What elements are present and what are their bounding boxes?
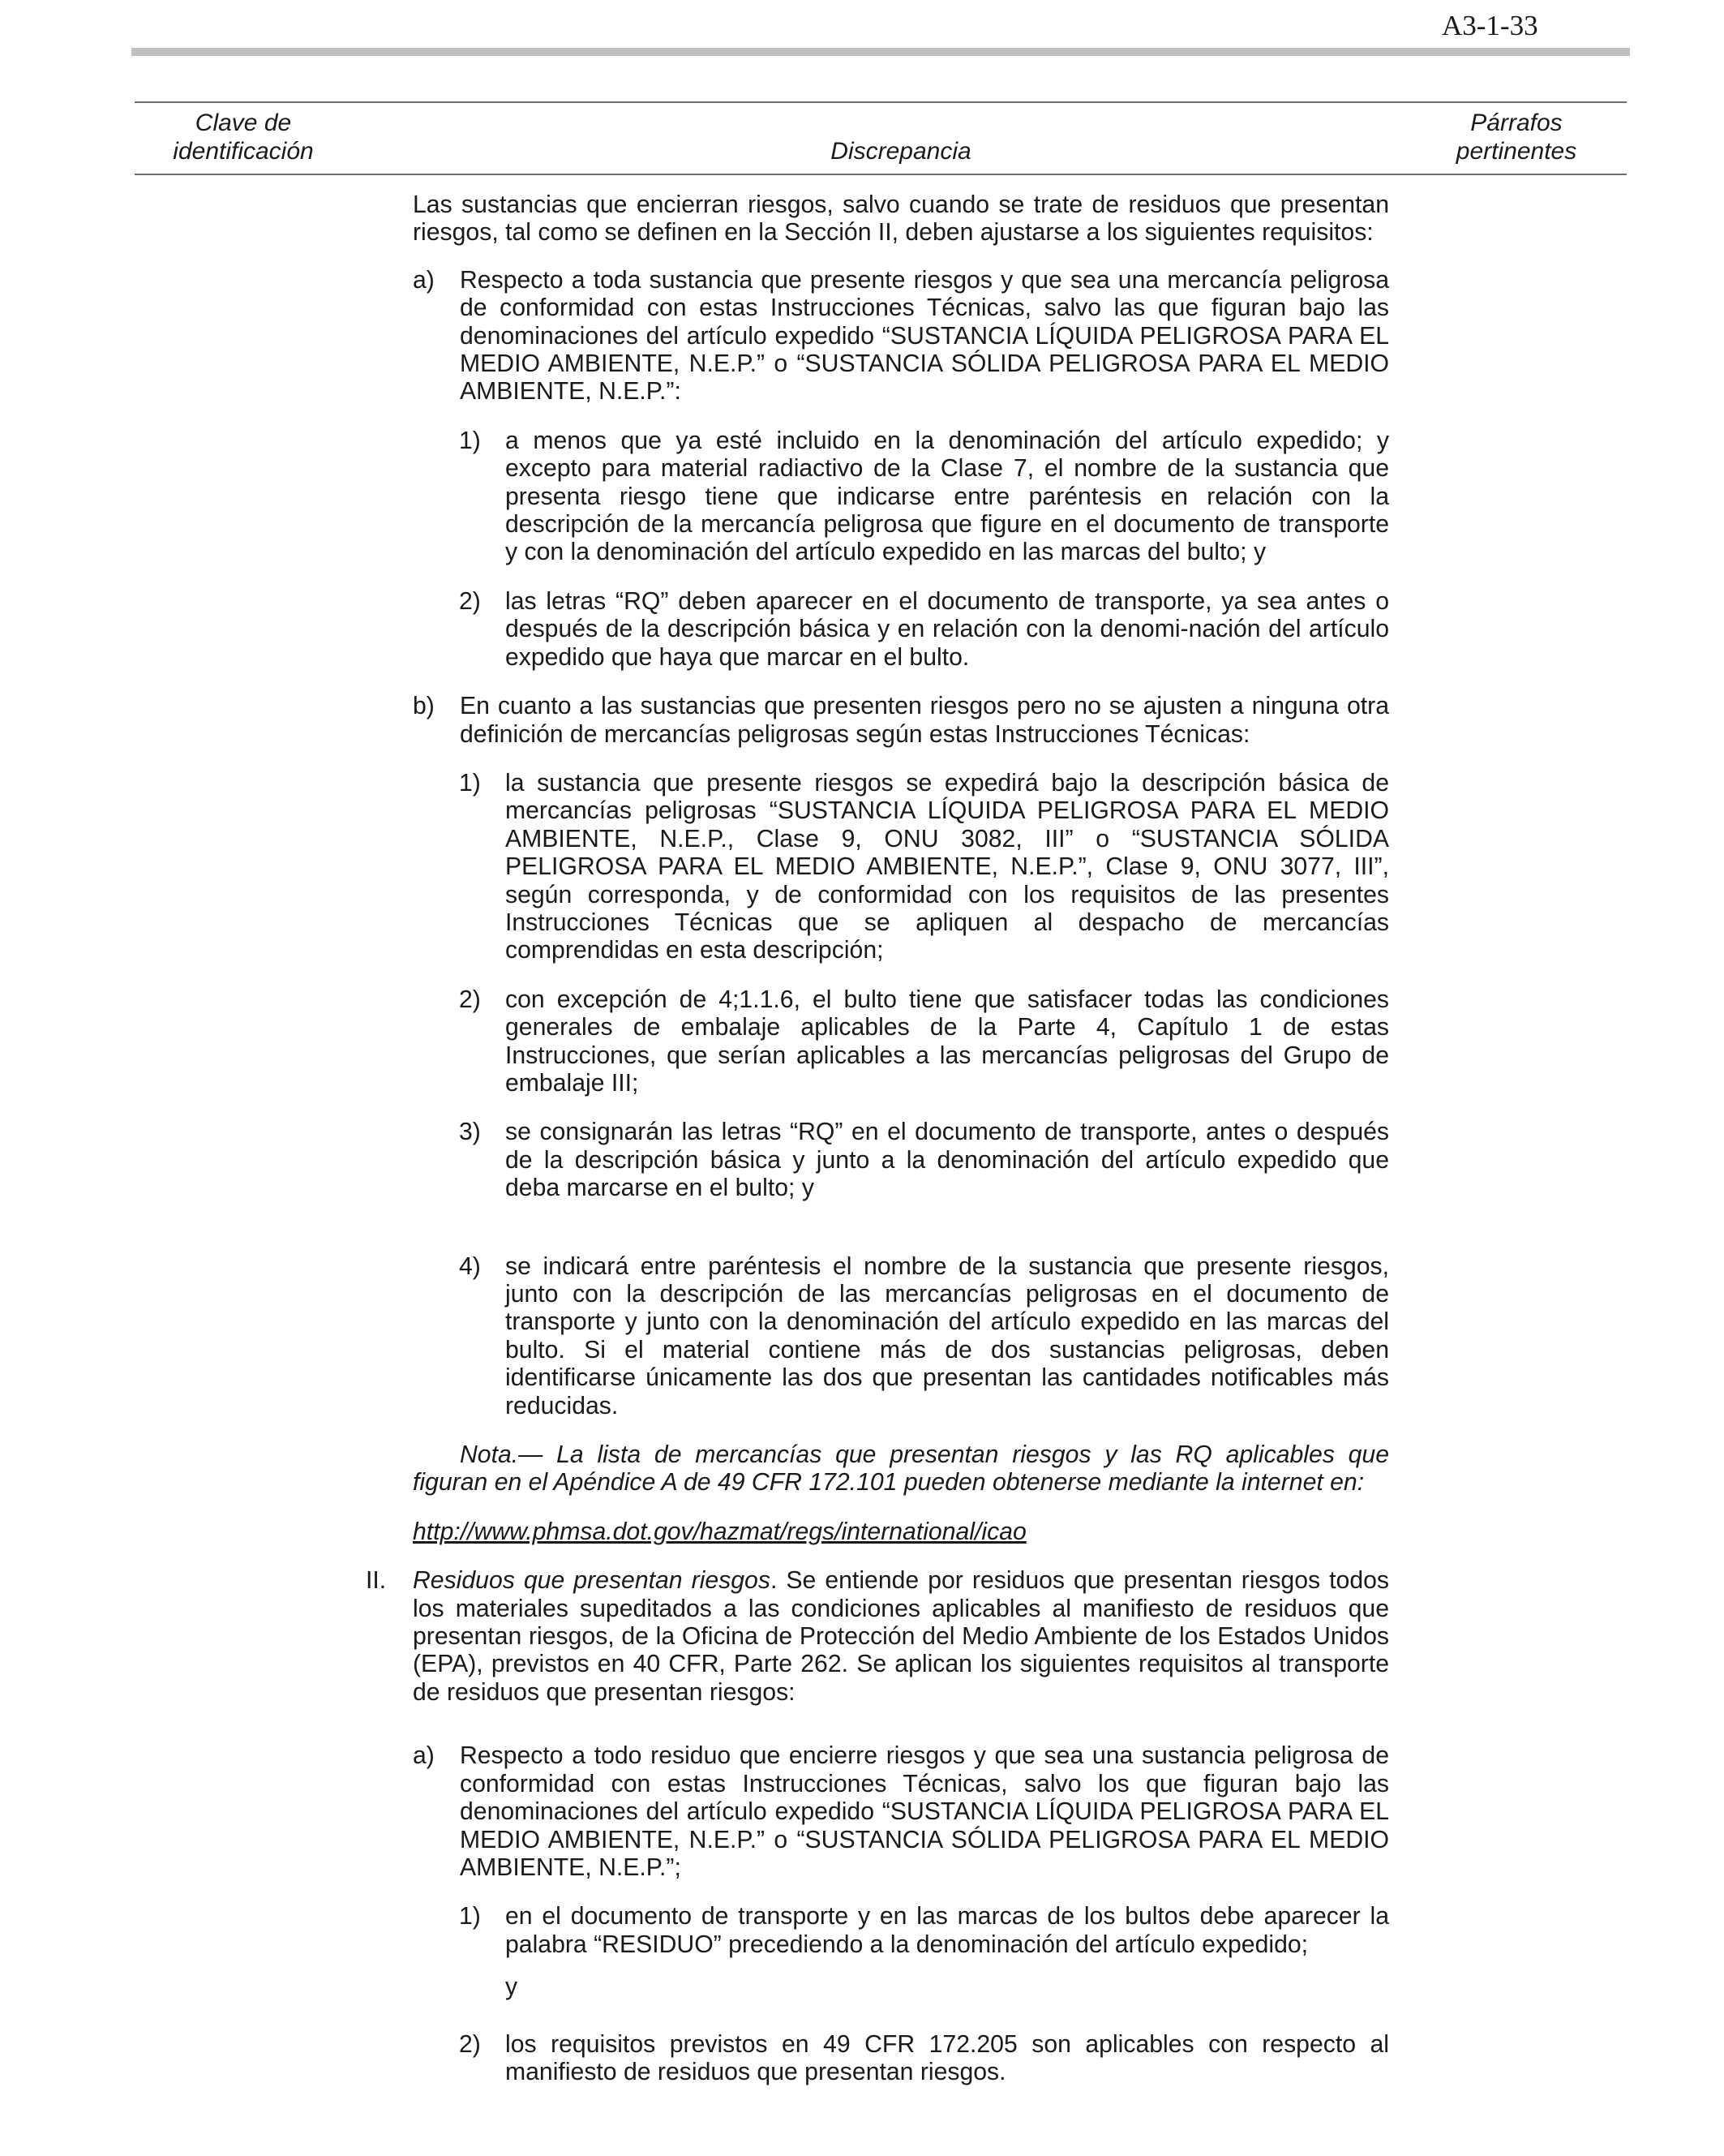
item-a	[413, 267, 1389, 406]
top-rule	[131, 48, 1630, 56]
column-header-parrafos	[1411, 109, 1622, 165]
item-b-label: b)	[413, 693, 435, 720]
item-b3-label: 3)	[459, 1119, 481, 1146]
item-ii-a1-tail: y	[505, 1973, 518, 2001]
column-header-discrepancia: Discrepancia	[830, 138, 971, 165]
phmsa-link[interactable]: http://www.phmsa.dot.gov/hazmat/regs/international/icao	[413, 1518, 1027, 1545]
item-b4	[413, 1253, 1389, 1420]
item-b1-text: la sustancia que presente riesgos se expedirá bajo la descripción básica de mercancías peligrosas “SUSTANCIA LÍQUIDA PELIGROSA PARA EL MEDIO AMBIENTE, N.E.P., Clase 9, ONU 3082, III” o “SUSTANCIA SÓLIDA PELIGROSA PARA EL MEDIO AMBIENTE, N.E.P.”, Clase 9, ONU 3077, III”, según corresponda, y de conformidad con los requisitos de las presentes Instrucciones Técnicas que se apliquen al despacho de mercancías comprendidas en esta descripción;	[505, 769, 1389, 964]
item-b3	[413, 1119, 1389, 1202]
item-b1	[413, 770, 1389, 965]
item-a-label: a)	[413, 266, 435, 294]
column-header-parrafos-line1: Párrafos	[1470, 110, 1563, 136]
section-ii-text: . Se entiende por residuos que presentan riesgos todos los materiales supeditados a las condiciones aplicables al manifiesto de residuos que presentan riesgos, de la Oficina de Protección del Medio Ambiente de los Estados Unidos (EPA), previstos en 40 CFR, Parte 262. Se aplican los siguientes requisitos al transporte de residuos que presentan riesgos:	[413, 1567, 1389, 1706]
item-ii-a1-label: 1)	[459, 1903, 481, 1931]
item-ii-a	[413, 1742, 1389, 1882]
item-a1	[413, 427, 1389, 567]
item-a2-text: las letras “RQ” deben aparecer en el documento de transporte, ya sea antes o después de la descripción básica y en relación con la denomi-nación del artículo expedido que haya que marcar en el bulto.	[505, 587, 1389, 671]
item-b1-label: 1)	[459, 769, 481, 797]
discrepancy-body	[366, 191, 1389, 2086]
section-ii-title: Residuos que presentan riesgos	[413, 1567, 770, 1595]
item-b2-label: 2)	[459, 986, 481, 1013]
item-ii-a2	[413, 2031, 1389, 2087]
table-header-bottom-rule	[135, 174, 1627, 175]
item-a-text: Respecto a toda sustancia que presente riesgos y que sea una mercancía peligrosa de conformidad con estas Instrucciones Técnicas, salvo las que figuran bajo las denominaciones del artículo expedido “SUSTANCIA LÍQUIDA PELIGROSA PARA EL MEDIO AMBIENTE, N.E.P.” o “SUSTANCIA SÓLIDA PELIGROSA PARA EL MEDIO AMBIENTE, N.E.P.”:	[460, 266, 1389, 406]
item-a1-label: 1)	[459, 427, 481, 454]
item-b2	[413, 986, 1389, 1098]
item-b4-text: se indicará entre paréntesis el nombre de la sustancia que presente riesgos, junto con la descripción de las mercancías peligrosas en el documento de transporte y junto con la denominación del artículo expedido en las marcas del bulto. Si el material contiene más de dos sustancias peligrosas, deben identificarse únicamente las dos que presentan las cantidades notificables más reducidas.	[505, 1252, 1389, 1419]
item-ii-a2-text: los requisitos previstos en 49 CFR 172.205 son aplicables con respecto al manifiesto de residuos que presentan riesgos.	[505, 2030, 1389, 2085]
item-ii-a-label: a)	[413, 1742, 435, 1770]
column-header-parrafos-line2: pertinentes	[1456, 138, 1577, 165]
column-header-clave	[138, 109, 349, 165]
item-a2	[413, 588, 1389, 672]
column-header-clave-line1: Clave de	[195, 110, 292, 136]
item-a1-text: a menos que ya esté incluido en la denominación del artículo expedido; y excepto para material radiactivo de la Clase 7, el nombre de la sustancia que presenta riesgo tiene que indicarse entre paréntesis en relación con la descripción de la mercancía peligrosa que figure en el documento de transporte y con la denominación del artículo expedido en las marcas del bulto; y	[505, 427, 1389, 566]
section-ii-label: II.	[366, 1567, 387, 1595]
item-b4-label: 4)	[459, 1252, 481, 1280]
item-b-text: En cuanto a las sustancias que presenten riesgos pero no se ajusten a ninguna otra definición de mercancías peligrosas según estas Instrucciones Técnicas:	[460, 693, 1389, 748]
table-header-top-rule	[135, 101, 1627, 103]
item-ii-a2-label: 2)	[459, 2030, 481, 2058]
url-paragraph	[413, 1518, 1389, 1546]
item-b	[413, 693, 1389, 749]
note-paragraph: Nota.— La lista de mercancías que presentan riesgos y las RQ aplicables que figuran en el Apéndice A de 49 CFR 172.101 pueden obtenerse mediante la internet en:	[413, 1441, 1389, 1497]
page-number: A3-1-33	[1442, 10, 1538, 41]
item-ii-a1	[413, 1903, 1389, 2001]
item-ii-a1-text: en el documento de transporte y en las marcas de los bultos debe aparecer la palabra “RESIDUO” precediendo a la denominación del artículo expedido;	[505, 1903, 1389, 1958]
item-b3-text: se consignarán las letras “RQ” en el documento de transporte, antes o después de la descripción básica y junto a la denominación del artículo expedido que deba marcarse en el bulto; y	[505, 1119, 1389, 1202]
column-header-clave-line2: identificación	[173, 138, 314, 165]
item-ii-a-text: Respecto a todo residuo que encierre riesgos y que sea una sustancia peligrosa de conformidad con estas Instrucciones Técnicas, salvo los que figuran bajo las denominaciones del artículo expedido “SUSTANCIA LÍQUIDA PELIGROSA PARA EL MEDIO AMBIENTE, N.E.P.” o “SUSTANCIA SÓLIDA PELIGROSA PARA EL MEDIO AMBIENTE, N.E.P.”;	[460, 1742, 1389, 1881]
item-b2-text: con excepción de 4;1.1.6, el bulto tiene que satisfacer todas las condiciones generales de embalaje aplicables de la Parte 4, Capítulo 1 de estas Instrucciones, que serían aplicables a las mercancías peligrosas del Grupo de embalaje III;	[505, 986, 1389, 1097]
section-ii	[366, 1567, 1389, 1707]
intro-paragraph: Las sustancias que encierran riesgos, salvo cuando se trate de residuos que presentan riesgos, tal como se definen en la Sección II, deben ajustarse a los siguientes requisitos:	[413, 191, 1389, 247]
item-a2-label: 2)	[459, 587, 481, 615]
